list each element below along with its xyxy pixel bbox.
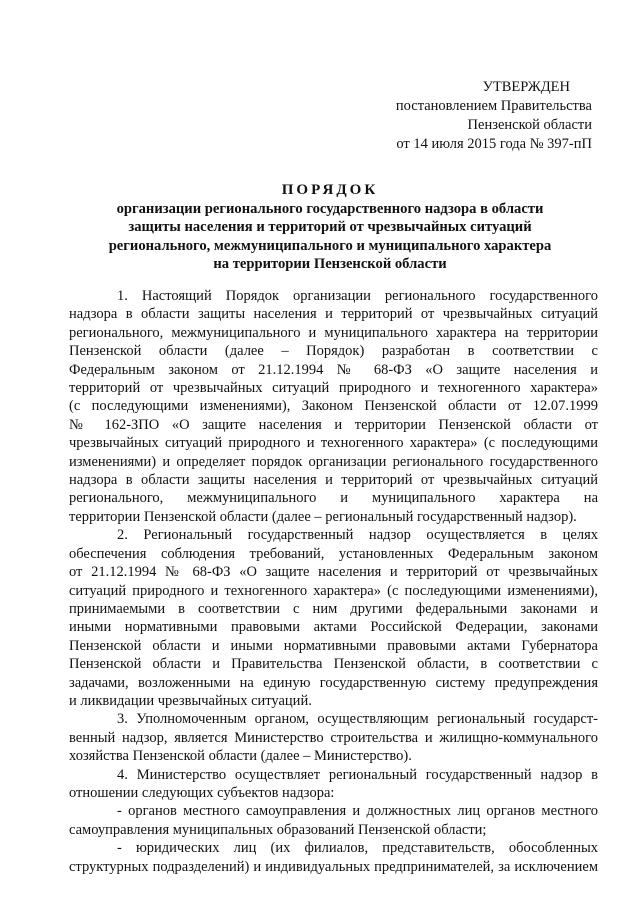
- document-body: [69, 287, 598, 876]
- paragraph: [69, 287, 598, 526]
- paragraph-line: самоуправления муниципальных образований Пензенской области;: [69, 821, 487, 838]
- paragraph-line: - юридических лиц (их филиалов, представительств, обособленных: [117, 840, 598, 857]
- paragraph-line: Пензенской области и иными нормативными правовыми актами Губернатора: [69, 637, 598, 654]
- paragraph-line: регионального, межмуниципального и муниципального характера на территории: [69, 324, 598, 341]
- paragraph-line: изменениями) и определяет порядок организации регионального государственного: [69, 453, 598, 470]
- paragraph-line: Федеральным законом от 21.12.1994 № 68-ФЗ «О защите населения и: [69, 361, 598, 378]
- paragraph-line: № 162-ЗПО «О защите населения и территории Пензенской области от: [69, 416, 598, 433]
- paragraph-line: 4. Министерство осуществляет региональный государственный надзор в: [117, 766, 598, 783]
- approval-title: УТВЕРЖДЕН: [482, 79, 570, 95]
- approval-line: Пензенской области: [467, 117, 592, 133]
- paragraph-line: 3. Уполномоченным органом, осуществляющим региональный государст-: [117, 711, 598, 728]
- document-subtitle-line: защиты населения и территорий от чрезвычайных ситуаций: [128, 219, 532, 236]
- document-subtitle-line: на территории Пензенской области: [213, 256, 447, 273]
- paragraph-line: принимаемыми в соответствии с ним другими федеральными законами и: [69, 600, 598, 617]
- paragraph-line: регионального, межмуниципального и муниципального характера на: [69, 490, 598, 507]
- paragraph-line: 2. Региональный государственный надзор осуществляется в целях: [117, 527, 598, 544]
- document-subtitle-line: регионального, межмуниципального и муниципального характера: [108, 237, 552, 254]
- paragraph-line: от 21.12.1994 № 68-ФЗ «О защите населения и территорий от чрезвычайных: [69, 564, 598, 581]
- paragraph: [69, 839, 598, 876]
- document-heading: [60, 181, 600, 274]
- paragraph-line: хозяйства Пензенской области (далее – Министерство).: [69, 748, 412, 765]
- approval-line: от 14 июля 2015 года № 397-пП: [396, 136, 592, 152]
- paragraph-line: отношении следующих субъектов надзора:: [69, 784, 335, 801]
- paragraph-line: территории Пензенской области (далее – региональный государственный надзор).: [69, 508, 577, 525]
- paragraph-line: венный надзор, является Министерство строительства и жилищно-коммунального: [69, 729, 598, 746]
- paragraph-line: (с последующими изменениями), Законом Пензенской области от 12.07.1999: [69, 398, 598, 415]
- paragraph-line: 1. Настоящий Порядок организации регионального государственного: [117, 288, 598, 304]
- approval-stamp: [332, 78, 592, 154]
- document-title: ПОРЯДОК: [281, 182, 379, 198]
- paragraph-line: Пензенской области и Правительства Пензенской области, в соответствии с: [69, 656, 598, 673]
- paragraph: [69, 526, 598, 710]
- document-subtitle-line: организации регионального государственного надзора в области: [116, 201, 544, 217]
- paragraph: [69, 710, 598, 765]
- paragraph-line: надзора в области защиты населения и территорий от чрезвычайных ситуаций: [69, 472, 598, 489]
- approval-line: постановлением Правительства: [395, 98, 592, 114]
- paragraph-line: - органов местного самоуправления и должностных лиц органов местного: [117, 803, 598, 820]
- paragraph-line: ситуаций природного и техногенного характера» (с последующими изменениями),: [69, 582, 598, 599]
- paragraph-line: задачами, возложенными на единую государственную систему предупреждения: [69, 674, 598, 691]
- paragraph-line: и ликвидации чрезвычайных ситуаций.: [69, 692, 312, 709]
- paragraph: [69, 802, 598, 839]
- paragraph-line: чрезвычайных ситуаций природного и техногенного характера» (с последующими: [69, 435, 598, 452]
- paragraph-line: обеспечения соблюдения требований, установленных Федеральным законом: [69, 545, 598, 562]
- paragraph-line: иными нормативными правовыми актами Российской Федерации, законами: [69, 619, 598, 636]
- paragraph-line: территорий от чрезвычайных ситуаций природного и техногенного характера»: [69, 380, 598, 397]
- paragraph: [69, 766, 598, 803]
- paragraph-line: Пензенской области (далее – Порядок) разработан в соответствии с: [69, 343, 598, 360]
- paragraph-line: надзора в области защиты населения и территорий от чрезвычайных ситуаций: [69, 306, 598, 323]
- paragraph-line: структурных подразделений) и индивидуальных предпринимателей, за исключением: [69, 858, 598, 875]
